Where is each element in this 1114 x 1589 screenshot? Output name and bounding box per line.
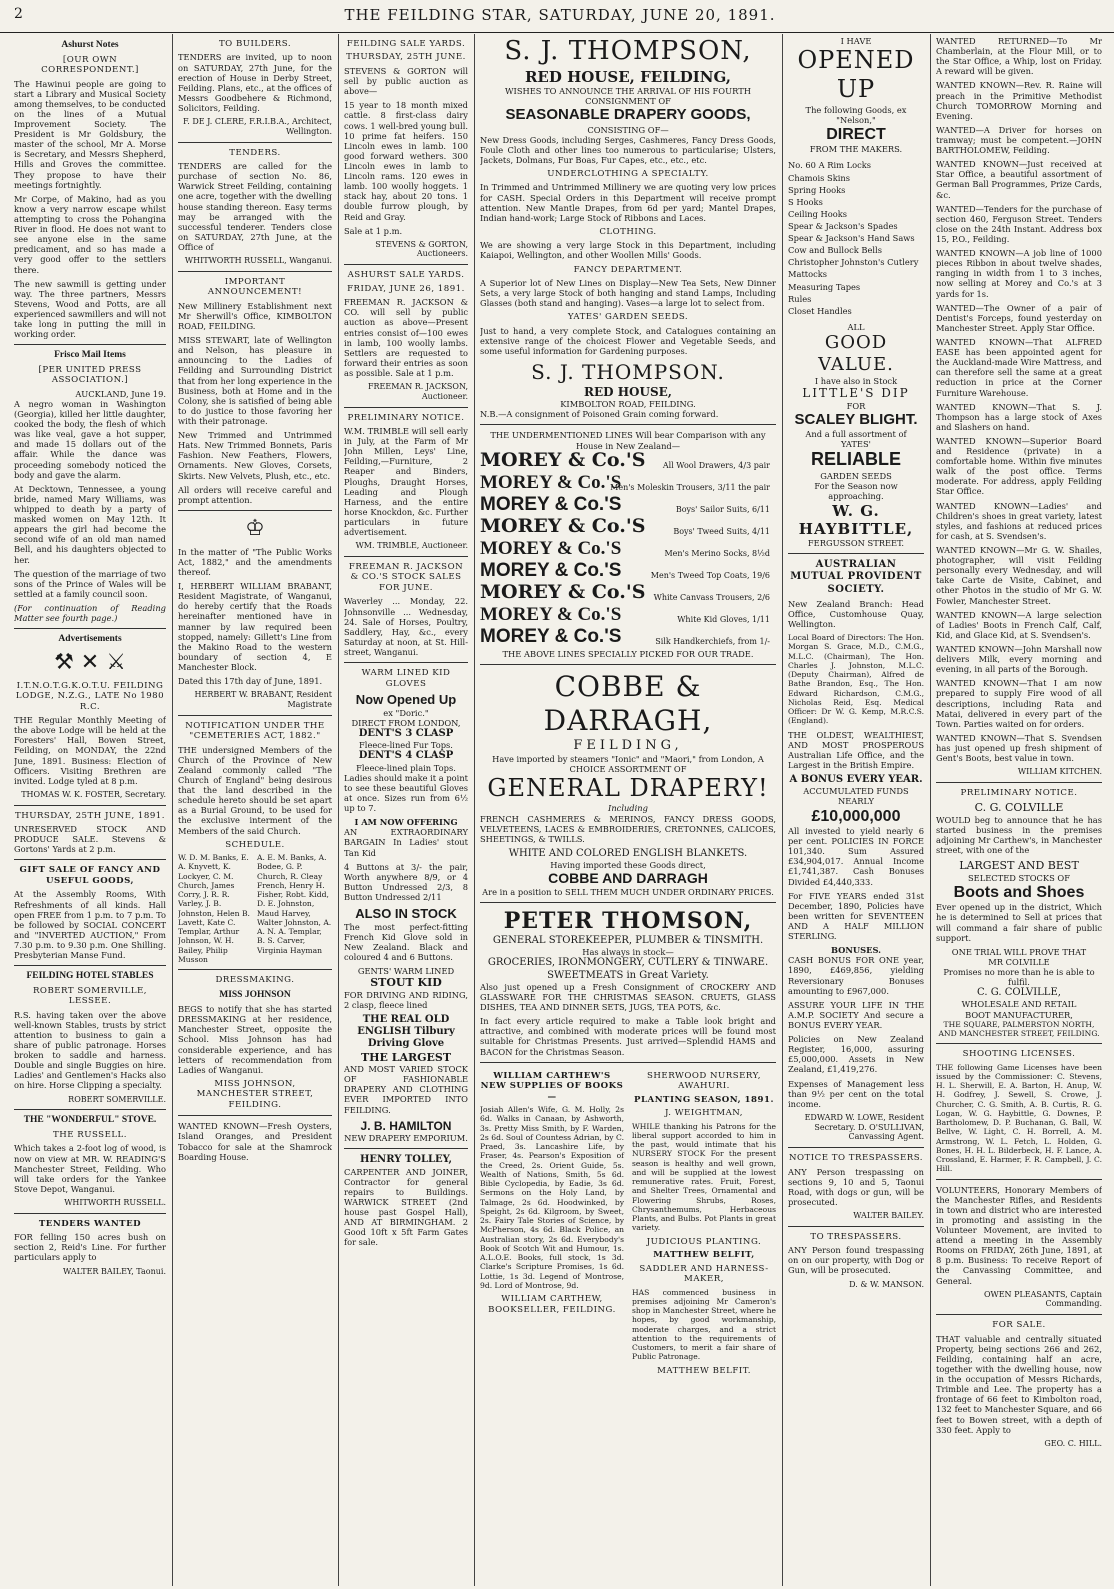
weightman-foot: JUDICIOUS PLANTING.	[646, 1236, 762, 1247]
signature: WALTER BAILEY, Taonui.	[62, 1266, 166, 1276]
good-value: GOOD VALUE.	[818, 332, 894, 375]
mr-colville: MR COLVILLE	[988, 956, 1050, 967]
hotel-owner: ROBERT SOMERVILLE, LESSEE.	[32, 985, 148, 1007]
ashurst-yards-title: ASHURST SALE YARDS.	[347, 270, 465, 281]
belfit-sub: SADDLER AND HARNESS-MAKER,	[639, 1263, 769, 1285]
peter-thomson: PETER THOMSON,	[503, 908, 753, 935]
amp-board: Local Board of Directors: The Hon. Morgan S. Grace, M.D., C.M.G., M.L.C. (Chairman), The Hon. Charles J. Johnston, M.L.C. (Deputy Chairman), Alfred de Bathe Brandon, Esq., The Hon. Edward Richardson, C.M.G., Nicholas Reid, Esq. Medical Officer: Dr W. G. Kemp, M.R.C.S. (England).	[788, 633, 924, 726]
opened-up: OPENED UP	[797, 46, 915, 104]
lodge-emblem-icon: ⚒ ✕ ⚔	[54, 649, 126, 675]
morey-line	[480, 627, 776, 649]
morey-item: Boys' Sailor Suits, 6/11	[675, 504, 770, 514]
byline: [PER UNITED PRESS ASSOCIATION.]	[38, 364, 142, 386]
ashurst-notes-title: Ashurst Notes	[61, 40, 119, 50]
masthead-title: THE FEILDING STAR, SATURDAY, JUNE 20, 1891.	[344, 6, 776, 24]
stove-body: Which takes a 2-foot log of wood, is now on view at MR. W. READING'S Manchester Street, Feilding. Who will take orders for the Yankee Stove Depot, Wanganui.	[14, 1143, 166, 1194]
signature: WHITWORTH RUSSELL, Wanganui.	[184, 256, 332, 266]
gloves-direct: DIRECT FROM LONDON,	[351, 718, 461, 729]
one-trial: ONE TRIAL WILL PROVE THAT	[951, 946, 1087, 957]
signature: HERBERT W. BRABANT, Resident Magistrate	[194, 690, 332, 709]
scaley-blight: SCALEY BLIGHT.	[794, 410, 918, 428]
signature: FREEMAN R. JACKSON, Auctioneer.	[367, 382, 468, 401]
signature: ROBERT SOMERVILLE.	[68, 1094, 166, 1104]
announcement-title: IMPORTANT ANNOUNCEMENT!	[207, 276, 303, 298]
goods-list	[788, 160, 924, 315]
amp-branch: New Zealand Branch: Head Office, Customhouse Quay, Wellington.	[788, 598, 924, 630]
morey-item: Men's Merino Socks, 8½d	[664, 548, 770, 558]
article-paragraph: At Decktown, Tennessee, a young bride, named Mary Williams, was whipped to death by a party of masked women on May 12th. It appears the girl had become the second wife of an old man named Bell, and his daughters objected to her.	[14, 483, 166, 565]
morey-item: Silk Handkerchiefs, from 1/-	[655, 636, 770, 646]
dressmaker-name: MISS JOHNSON	[219, 989, 291, 1000]
yards-date: THURSDAY, 25TH JUNE.	[346, 52, 466, 63]
largest-sub: AND MOST VARIED STOCK OF FASHIONABLE DRAPERY AND CLOTHING EVER IMPORTED INTO FEILDING.	[344, 1064, 468, 1115]
wholesale: WHOLESALE AND RETAIL	[961, 999, 1077, 1010]
wishes: WISHES TO ANNOUNCE THE ARRIVAL OF HIS FOURTH CONSIGNMENT OF	[505, 86, 751, 107]
stock-sales-title: FREEMAN R. JACKSON & CO.'S STOCK SALES FOR JUNE.	[348, 562, 464, 593]
morey-brand: MOREY & Co.'S	[480, 448, 646, 471]
dents-4-clasp: DENT'S 4 CLASP	[358, 750, 454, 762]
signature: STEVENS & GORTON, Auctioneers.	[375, 239, 468, 259]
column-rule	[930, 34, 931, 1586]
yards-time: Sale at 1 p.m.	[344, 225, 403, 236]
volunteers: VOLUNTEERS, Honorary Members of the Manchester Rifles, and Residents in town and district who are interested in promoting and assisting in the Volunteer Movement, are invited to attend a meeting in the Assembly Rooms on FRIDAY, 26th June, 1891, at 8 p.m. Business: To receive Report of the Canvassing Committee, and General.	[936, 1184, 1102, 1286]
shooting-body: THE following Game Licenses have been issued by the Commissioner: C. Stevens, H. L. Sherwill, E. A. Barton, H. Anup, W. H. Godfrey, J. Sewell, S. Crowe, J. Churcher, C. G. Smith, A. B. Curtis, R. G. Logan, W. G. Haybittle, G. Downes, P. Bartholomew, D. P. Buchanan, G. Ball, W. Bellve, W. Light, C. H. Borrell, A. M. Armstrong, W. L. Fetch, L. Holden, G. Bones, H. H. L. Bilderbeck, H. F. Lance, A. Crossland, E. Harmer, F. R. Campbell, J. C. Hill.	[936, 1062, 1102, 1174]
amp-title: AUSTRALIAN MUTUAL PROVIDENT SOCIETY.	[790, 559, 922, 595]
general-drapery: GENERAL DRAPERY!	[487, 774, 769, 803]
ashurst-yards-body: FREEMAN R. JACKSON & CO. will sell by public auction as above—Present entries consist of—100 ewes in lamb, 100 woolly lambs. Settlers are requested to forward their entries as soon as possible. Sale at 1 p.m.	[344, 297, 468, 378]
announcement-body: MISS STEWART, late of Wellington and Nelson, has pleasure in announcing to the Ladies of Feilding and Surrounding District that from her long experience in the Business, both at Home and in the Colony, she is satisfied of being able to do justice to those favoring her with their patronage.	[178, 335, 332, 427]
thompson-name: S. J. THOMPSON,	[504, 36, 752, 66]
gloves-note: Ladies should make it a point to see these beautiful Gloves at once. Sizes run from 6½ up to 7.	[344, 772, 468, 814]
masthead	[0, 0, 1114, 33]
goods-item: Spring Hooks	[788, 184, 846, 195]
amp-sig: EDWARD W. LOWE, Resident Secretary. D. O'SULLIVAN, Canvassing Agent.	[804, 1112, 924, 1142]
amp-cash: CASH BONUS FOR ONE year, 1890, £469,856, yielding Reversionary Bonuses amounting to £967,000.	[788, 955, 924, 996]
trespass2-body: ANY Person found trespassing on on our property, with Dog or Gun, will be prosecuted.	[788, 1245, 924, 1276]
for-sale-body: THAT valuable and centrally situated Property, being sections 266 and 262, Feilding, containing half an acre, together with the dwelling house, now in the occupation of Messrs Richards, Trimble and Lee. The property has a frontage of 66 feet to Kimbolton road, 132 feet to Manchester Square, and 66 feet to Bowen street, with a depth of 330 feet. Apply to	[936, 1333, 1102, 1435]
tenders-body: FOR felling 150 acres bush on section 2, Reid's Line. For further particulars apply to	[14, 1232, 166, 1263]
morey-line	[480, 580, 776, 605]
prelim-notice: PRELIMINARY NOTICE.	[960, 787, 1078, 798]
trespass2-sig: D. & W. MANSON.	[849, 1279, 924, 1289]
wanted-notice: WANTED KNOWN—That ALFRED EASE has been appointed agent for the Auckland-made Wire Mattress, and can therefore sell the same at a great reduction in price at the Corner Furniture Warehouse.	[936, 336, 1102, 398]
dents-4-sub: Fleece-lined plain Tops.	[356, 762, 456, 773]
carthew-ad	[480, 1068, 624, 1379]
amp-assure: ASSURE YOUR LIFE IN THE A.M.P. SOCIETY And secure a BONUS EVERY YEAR.	[788, 999, 924, 1030]
amp-funds-label: ACCUMULATED FUNDS NEARLY	[803, 786, 909, 807]
trespass-body: ANY Person trespassing on sections 9, 10 and 5, Taonui Road, with dogs or gun, will be prosecuted.	[788, 1166, 924, 1207]
goods-item: Christopher Johnston's Cutlery	[788, 257, 919, 268]
the-largest: THE LARGEST	[360, 1050, 452, 1064]
signature: WHITWORTH RUSSELL.	[64, 1197, 166, 1207]
direct: DIRECT	[826, 125, 886, 143]
article-paragraph: Mr Corpe, of Makino, had as you know a very narrow escape whilst attempting to cross the Pohangina River in flood. He does not want to see anyone else in the same predicament, and so has made a very good offer to the settlers there.	[14, 193, 166, 275]
yards-body: STEVENS & GORTON will sell by public auction as above—	[344, 65, 468, 97]
frisco-title: Frisco Mail Items	[54, 350, 126, 361]
boot-mfr: BOOT MANUFACTURER,	[965, 1009, 1073, 1020]
yates-body: Just to hand, a very complete Stock, and Catalogues containing an extensive range of the choicest Flower and Vegetable Seeds, and some useful information for Gardening purposes.	[480, 325, 776, 357]
tenders-wanted-title: TENDERS WANTED	[38, 1218, 142, 1229]
cobbe-town: FEILDING,	[573, 738, 683, 754]
colville-body: WOULD beg to announce that he has started business in the premises adjoining Mr Carthew's, in Manchester street, with one of the	[936, 814, 1102, 856]
builders-body: TENDERS are invited, up to noon on SATURDAY, 27th June, for the erection of House in Derby Street, Feilding. Plans, etc., at the offices of Messrs Goodbehere & Richmond, Solicitors, Feilding.	[178, 52, 332, 114]
act-date: Dated this 17th day of June, 1891.	[178, 676, 323, 687]
belfit-body: HAS commenced business in premises adjoining Mr Cameron's shop in Manchester Street, where he hopes, by good workmanship, moderate charges, and a strict attention to the requirements of Customers, to merit a fair share of Public Patronage.	[632, 1287, 776, 1362]
morey-brand: MOREY & Co.'S	[480, 514, 646, 537]
tolley: HENRY TOLLEY,	[359, 1154, 452, 1166]
wanted-notice: WANTED KNOWN—That S. J. Thompson has a large stock of Axes and Slashers on hand.	[936, 401, 1102, 432]
royal-crest-icon: ♔	[245, 515, 265, 541]
assortment: And a full assortment of	[805, 429, 907, 440]
continuation-note: (For continuation of Reading Matter see fourth page.)	[14, 603, 166, 624]
cemeteries-title: NOTIFICATION UNDER THE "CEMETERIES ACT, 1882."	[185, 720, 325, 742]
signature: F. DE J. CLERE, F.R.I.B.A., Architect, Wellington.	[182, 117, 332, 136]
column-rule	[474, 34, 475, 1586]
clothing-body: We are showing a very large Stock in this Department, including Kaiapoi, Wellington, and other Woollen Mills' Goods.	[480, 240, 776, 261]
largest-best: LARGEST AND BEST	[959, 859, 1079, 873]
sweetmeats: SWEETMEATS in Great Variety.	[547, 969, 709, 981]
morey-brand: MOREY & Co.'S	[480, 603, 622, 625]
goods-item: Chamois Skins	[788, 172, 851, 183]
trespass-title: NOTICE TO TRESPASSERS.	[788, 1153, 924, 1164]
wanted-notice: WANTED KNOWN—Fresh Oysters, Island Oranges, and President Tobacco for sale at the Shamrock Boarding House.	[178, 1121, 332, 1162]
consisting-body: New Dress Goods, including Serges, Cashmeres, Fancy Dress Goods, Foule Cloth and other lines too numerous to particularise; Ulsters, Jackets, Dolmans, Fur Boas, Fur Capes, etc., etc., etc.	[480, 134, 776, 165]
names-right: A. E. M. Banks, A. Bodee, G. P. Church, R. Cleay French, Henry H. Fisher, Robt. Kidd, D. E. Johnston, Maud Harvey, Walter Johnston, A. A. N. A. Templar, B. S. Carver, Virginia Hayman	[257, 853, 332, 955]
stock-sales-body: Waverley ... Monday, 22. Johnsonville ... Wednesday, 24. Sale of Horses, Poultry, Saddlery, Hay, &c., every Saturday at noon, at St. Hill-street, Wanganui.	[344, 596, 468, 657]
dressmaking-sig: MISS JOHNSON, MANCHESTER STREET, FEILDING.	[196, 1078, 314, 1110]
gift-sale-title: GIFT SALE OF FANCY AND USEFUL GOODS,	[19, 865, 161, 886]
article-paragraph: A negro woman in Washington (Georgia), killed her little daughter, cooked the body, the flesh of which was like veal, gave a hot supper, and made 15 dollars out of the affair. While the dance was proceeding somebody noticed the body and gave the alarm.	[14, 398, 166, 480]
morey-line	[480, 448, 776, 473]
for-sale-title: FOR SALE.	[992, 1320, 1046, 1331]
morey-item: All Wool Drawers, 4/3 pair	[662, 460, 770, 470]
blankets: WHITE AND COLORED ENGLISH BLANKETS.	[508, 847, 748, 859]
belfit-sig: MATTHEW BELFIT.	[657, 1365, 751, 1376]
consisting: CONSISTING OF—	[587, 124, 669, 135]
announcement-list: New Trimmed and Untrimmed Hats. New Trimmed Bonnets, Paris Fashion. New Feathers, Flowers, Ornaments. New Gloves, Corsets, Skirts. New Velvets, Plush, etc., etc.	[178, 430, 332, 481]
goods-item: Closet Handles	[788, 305, 852, 316]
amp-bonus: A BONUS EVERY YEAR.	[789, 774, 923, 786]
wanted-notice: WANTED KNOWN—Mr G. W. Shailes, photographer, will visit Feilding personally every Wednesday, and will take Carte de Visite, Cabinet, and other Photos in the studio of Mr G. W. Fowler, Manchester Street.	[936, 545, 1102, 606]
nursery-ad	[632, 1068, 776, 1379]
goods-item: S Hooks	[788, 196, 823, 207]
schedule-title: SCHEDULE.	[225, 839, 285, 850]
lodge-title: I.T.N.O.T.G.K.O.T.U. FEILDING LODGE, N.Z.G., LATE No 1980 R.C.	[15, 680, 165, 712]
amp-oldest: THE OLDEST, WEALTHIEST, AND MOST PROSPEROUS Australian Life Office, and the Largest in the British Empire.	[788, 729, 924, 770]
for: FOR	[846, 400, 866, 411]
tilbury: THE REAL OLD ENGLISH Tilbury Driving Glove	[357, 1014, 455, 1050]
lodge-body: THE Regular Monthly Meeting of the above Lodge will be held at the Foresters' Hall, Bowen Street, Feilding, on MONDAY, the 22nd June, 1891. Business: Election of Officers. Visiting Brethren are invited. Lodge tyled at 8 p.m.	[14, 715, 166, 786]
morey-line	[480, 495, 776, 517]
article-paragraph: The Hawinui people are going to start a Library and Musical Society among themselves, to be conducted on the lines of a Mutual Improvement Society. The President is Mr Goldsbury, the master of the school, Mr A. Morse is Secretary, and Messrs Shepherd, Hills and Groves the committee. They propose to have their meetings fortnightly.	[14, 78, 166, 190]
goods-item: Mattocks	[788, 269, 828, 280]
wanted-notice: WANTED—The Owner of a pair of Dentist's Forceps, found yesterday on Manchester Street. Apply Star Office.	[936, 302, 1102, 333]
gents-gloves: GENTS' WARM LINED	[357, 966, 455, 977]
amp-expenses: Expenses of Management less than 9½ per cent on the total income.	[788, 1078, 924, 1109]
goods-item: Spear & Jackson's Spades	[788, 221, 898, 232]
all: ALL	[847, 321, 865, 332]
advertisements-title: Advertisements	[58, 634, 122, 645]
bottom-ads	[480, 1068, 776, 1379]
sherwood: SHERWOOD NURSERY, AWAHURI.	[647, 1070, 761, 1092]
morey-item: Men's Moleskin Trousers, 3/11 the pair	[610, 482, 770, 492]
colville-name-2: C. G. COLVILLE,	[977, 987, 1061, 999]
morey-brand: MOREY & Co.'S	[480, 625, 622, 647]
including-body: FRENCH CASHMERES & MERINOS, FANCY DRESS GOODS, VELVETEENS, LACES & EMBROIDERIES, CRETONNES, CALICOES, SHEETINGS, & TWILLS.	[480, 813, 776, 844]
morey-item: Men's Tweed Top Coats, 19/6	[650, 570, 770, 580]
thompson-name-2: S. J. THOMPSON.	[531, 360, 725, 385]
article-paragraph: The new sawmill is getting under way. The three partners, Messrs Stevens, Wood and Potts, are all experienced sawmillers and will not take long in putting the mill in working order.	[14, 278, 166, 340]
dents-3-clasp: DENT'S 3 CLASP	[358, 728, 454, 740]
column-1	[14, 36, 166, 1584]
wanted-notice: WANTED KNOWN—Ladies' and Children's shoes in great variety, latest styles, and fashions at reduced prices for cash, at S. Svendsen's.	[936, 500, 1102, 541]
littles-dip: LITTLE'S DIP	[802, 386, 910, 401]
goods-item: Rules	[788, 293, 812, 304]
yards-title: FEILDING SALE YARDS.	[346, 39, 466, 49]
morey-line	[480, 473, 776, 495]
dressmaking-body: BEGS to notify that she has started DRESSMAKING at her residence, Manchester Street, opposite the School. Miss Johnson has had considerable experience, and has letters of recommendation from Ladies of Wanganui.	[178, 1004, 332, 1075]
planting: PLANTING SEASON, 1891.	[634, 1094, 774, 1105]
morey-brand: MOREY & Co.'S	[480, 559, 622, 581]
morey-brand: MOREY & Co.'S	[480, 471, 622, 493]
ashurst-yards-date: FRIDAY, JUNE 26, 1891.	[347, 283, 465, 294]
morey-brand: MOREY & Co.'S	[480, 580, 646, 603]
carthew-title: WILLIAM CARTHEW'S NEW SUPPLIES OF BOOKS—	[480, 1070, 624, 1102]
red-house: RED HOUSE, FEILDING,	[524, 67, 732, 86]
gift-sale-body: At the Assembly Rooms, With Refreshments of all kinds. Hall open FREE from 1 p.m. to 7 p.m. To be followed by SOCIAL CONCERT and "INVERTED AUCTION," From 7.30 p.m. to 9.30 p.m. One Shilling. Presbyterian Manse Fund.	[14, 889, 166, 961]
morey-brand: MOREY & Co.'S	[480, 537, 622, 559]
morey-item: White Kid Gloves, 1/11	[677, 614, 770, 624]
from-makers: FROM THE MAKERS.	[809, 144, 903, 155]
fancy-body: A Superior lot of New Lines on Display—New Tea Sets, New Dinner Sets, a very large Stock of both hanging and stand Lamps, Including Glasses (both stand and hanging). Vases—a large lot to select from.	[480, 278, 776, 309]
wanted-notice: WANTED KNOWN—A job line of 1000 pieces Ribbon in about twelve shades, ranging in width from 1 to 3 inches, now selling at Morey and Co.'s at 3 yards for 1s.	[936, 248, 1102, 299]
underclothing-body: In Trimmed and Untrimmed Millinery we are quoting very low prices for CASH. Special Orders in this Department will receive prompt attention. New Mantle Drapes, from 6d per yard; Mantel Drapes, Indian hand-work; Large Stock of Ribbons and Laces.	[480, 182, 776, 223]
cobbe-2: COBBE AND DARRAGH	[548, 870, 708, 887]
cobbe-imported: Have imported by steamers "Ionic" and "Maori," from London, A CHOICE ASSORTMENT OF	[492, 753, 764, 775]
tenders-title: TENDERS.	[229, 147, 281, 158]
hotel-body: R.S. having taken over the above well-known Stables, trusts by strict attention to business to gain a share of public patronage. Horses broken to saddle and harness. Double and single Buggies on hire. Ladies' and Gentlemen's Hacks also on hire. Horse Clipping a specialty.	[14, 1009, 166, 1091]
morey-line	[480, 514, 776, 539]
column-rule	[338, 34, 339, 1586]
yates: YATES'	[841, 439, 871, 450]
dateline: AUCKLAND, June 19.	[75, 388, 166, 399]
colville-name: C. G. COLVILLE	[974, 801, 1064, 815]
also-body: The most perfect-fitting French Kid Glove sold in New Zealand. Black and coloured 4 and 6 Buttons.	[344, 921, 468, 963]
goods-item: Ceiling Hooks	[788, 208, 848, 219]
dents-3-sub: Fleece-lined Fur Tops.	[359, 740, 453, 751]
gloves-title: WARM LINED KID GLOVES	[361, 668, 451, 689]
morey-foot: THE ABOVE LINES SPECIALLY PICKED FOR OUR TRADE.	[502, 648, 754, 659]
names-left: W. D. M. Banks, E. A. Knyvett, K. Lockyer, C. M. Church, James Corry, J. R. R. Varley, J. B. Johnston, Helen B. Lavett, Kate C. Templar, Arthur Johnson, W. H. Bailey, Philip Musson	[178, 853, 250, 964]
byline: [OUR OWN CORRESPONDENT.]	[41, 54, 139, 76]
column-rule	[172, 34, 173, 1586]
wanted-notice: WANTED KNOWN—That I am now prepared to supply Fire wood of all descriptions, including Rata and Matai, delivered in every part of the Town. Parties waited on for orders.	[936, 678, 1102, 729]
also-stock: I have also in Stock	[814, 375, 898, 386]
owen-sig: OWEN PLEASANTS, Captain Commanding.	[983, 1289, 1102, 1309]
stout-kid: STOUT KID	[370, 976, 442, 990]
article-paragraph: The question of the marriage of two sons of the Prince of Wales will be settled at a family council soon.	[14, 568, 166, 599]
goods-item: Cow and Bullock Bells	[788, 245, 882, 256]
morey-brand: MOREY & Co.'S	[480, 493, 622, 515]
dressmaking-title: DRESSMAKING.	[215, 975, 295, 986]
goods-item: Spear & Jackson's Hand Saws	[788, 233, 915, 244]
belfit: MATTHEW BELFIT,	[653, 1250, 755, 1261]
stout-sub: FOR DRIVING AND RIDING, 2 clasp, fleece lined	[344, 989, 468, 1010]
peter-has: Has always in stock—	[582, 947, 674, 958]
amp-stats: All invested to yield nearly 6 per cent. POLICIES IN FORCE 101,340. Sum Assured £34,904,017. Annual Income £1,741,387. Cash Bonuses Divided £4,440,333.	[788, 826, 924, 887]
wanted-notice: WANTED RETURNED—To Mr Chamberlain, at the Flour Mill, or to the Star Office, a Whip, lost on Friday. A reward will be given.	[936, 36, 1102, 77]
morey-item: Boys' Tweed Suits, 4/11	[673, 526, 770, 536]
buttons: 4 Buttons at 3/- the pair, Worth anywhere 8/9, or 4 Button Undressed 2/3, 8 Button Undressed 2/11	[344, 861, 468, 902]
column-4	[480, 36, 776, 1584]
i-have: I HAVE	[840, 36, 872, 46]
fergusson: FERGUSSON STREET.	[807, 538, 905, 549]
seasonable: SEASONABLE DRAPERY GOODS,	[505, 106, 751, 124]
the-square: THE SQUARE, PALMERSTON NORTH, AND MANCHESTER STREET, FEILDING.	[938, 1019, 1100, 1038]
undermentioned: THE UNDERMENTIONED LINES Will bear Comparison with any House in New Zealand—	[490, 430, 766, 451]
amp-funds: £10,000,000	[811, 807, 901, 825]
reliable: RELIABLE	[811, 449, 901, 470]
sale-body: UNRESERVED STOCK AND PRODUCE SALE. Stevens & Gortons' Yards at 2 p.m.	[14, 824, 166, 855]
also-in-stock: ALSO IN STOCK	[355, 906, 457, 922]
now-opened: Now Opened Up	[355, 692, 457, 708]
page-number: 2	[14, 6, 24, 22]
signature: WM. TRIMBLE, Auctioneer.	[355, 541, 468, 551]
cobbe-2-sub: Are in a position to SELL THEM MUCH UNDER ORDINARY PRICES.	[482, 887, 774, 898]
morey-line	[480, 539, 776, 561]
signature: THOMAS W. K. FOSTER, Secretary.	[21, 789, 166, 799]
amp-policies: Policies on New Zealand Register, 16,000, assuring £5,000,000. Assets in New Zealand, £1,419,276.	[788, 1034, 924, 1075]
season: For the Season now approaching.	[814, 481, 898, 502]
fancy: FANCY DEPARTMENT.	[573, 264, 683, 275]
hill-sig: GEO. C. HILL.	[1044, 1438, 1102, 1448]
having: Having imported these Goods direct,	[550, 860, 706, 871]
trespass2-title: TO TRESPASSERS.	[810, 1231, 902, 1242]
builders-title: TO BUILDERS.	[218, 39, 292, 49]
yates-seeds: YATES' GARDEN SEEDS.	[567, 312, 689, 323]
shooting-title: SHOOTING LICENSES.	[962, 1049, 1076, 1060]
trespass-sig: WALTER BAILEY.	[853, 1211, 924, 1221]
stove-title: THE "WONDERFUL" STOVE.	[23, 1115, 157, 1126]
kimbolton: KIMBOLTON ROAD, FEILDING.	[560, 399, 696, 410]
tenders-body: TENDERS are called for the purchase of section No. 86, Warwick Street Feilding, containing one acre, together with the dwelling house standing thereon. Easy terms may be arranged with the successful tenderer. Tenders close on SATURDAY, 27th June, at the Office of	[178, 161, 332, 252]
wanted-notice: WANTED—A Driver for horses on tramway; must be competent.—JOHN BARTHOLOMEW, Feilding.	[936, 124, 1102, 156]
wanted-notice: WANTED KNOWN—John Marshall now delivers Milk, every morning and evening, in all parts of the Borough.	[936, 644, 1102, 675]
wanted-notice: WANTED KNOWN—Just received at Star Office, a beautiful assortment of German Ball Programmes, Prize Cards, &c.	[936, 159, 1102, 200]
peter-body: In fact every article required to make a Table look bright and attractive, and combined with moderate prices will be found most suitable for Christmas Presents. Just arrived—Splendid HAMS and BACON for the Christmas Season.	[480, 1016, 776, 1057]
including: Including	[608, 803, 648, 814]
following: The following Goods, ex "Nelson,"	[805, 104, 907, 125]
morey-list	[480, 448, 776, 649]
announcement-foot: All orders will receive careful and prompt attention.	[178, 484, 332, 505]
boots-shoes: Boots and Shoes	[953, 883, 1085, 901]
wanted-notice: WANTED KNOWN—Rev. R. Raine will preach in the Primitive Methodist Church TOMORROW Morning and Evening.	[936, 80, 1102, 121]
hamilton: J. B. HAMILTON	[360, 1118, 452, 1133]
goods-item: Measuring Tapes	[788, 281, 861, 292]
column-3	[344, 36, 468, 1584]
crockery: Also just opened up a Fresh Consignment of CROCKERY AND GLASSWARE FOR THE CHRISTMAS SEASON. CRUETS, GLASS DISHES, TEA AND DINNER SETS, JUGS, TEA POTS, &c.	[480, 981, 776, 1013]
cemetery-names	[178, 853, 332, 964]
column-rule	[782, 34, 783, 1586]
carthew-sig: WILLIAM CARTHEW, BOOKSELLER, FEILDING.	[488, 1294, 616, 1315]
wanted-list	[936, 36, 1102, 763]
column-5	[788, 36, 924, 1584]
goods-item: No. 60 A Rim Locks	[788, 160, 872, 171]
stove-subtitle: THE RUSSELL.	[53, 1129, 127, 1140]
act-title: In the matter of "The Public Works Act, 1882," and the amendments thereof.	[178, 546, 332, 577]
gloves-ex: ex "Doric."	[383, 707, 429, 718]
morey-line	[480, 561, 776, 583]
weightman-body: WHILE thanking his Patrons for the liberal support accorded to him in the past, would intimate that his NURSERY STOCK For the present season is healthy and well grown, and will be supplied at the lowest remunerative rates. Fruit, Forest, and Shelter Trees, Ornamental and Flowering Shrubs, Roses, Chrysanthemums, Herbaceous Plants, and Bulbs. Pot Plants in great variety.	[632, 1121, 776, 1233]
cobbe-name: COBBE & DARRAGH,	[543, 669, 713, 737]
wanted-notice: WANTED—Tenders for the purchase of section 460, Ferguson Street. Tenders close on the 24th Instant. Address box 15, P.O., Feilding.	[936, 203, 1102, 244]
clothing: CLOTHING.	[599, 226, 657, 237]
amp-five-years: For FIVE YEARS ended 31st December, 1890, Policies have been written for SEVENTEEN AND A HALF MILLION STERLING.	[788, 890, 924, 942]
prelim-body: W.M. TRIMBLE will sell early in July, at the Farm of Mr John Millen, Leys' Line, Feilding,—Furniture, 2 Reaper and Binders, Ploughs, Draught Horses, Leading and Plough Harness, and the entire horse Knockdon, &c. Further particulars in future advertisement.	[344, 426, 468, 538]
kitchen-sig: WILLIAM KITCHEN.	[1017, 767, 1102, 777]
prelim-title: PRELIMINARY NOTICE.	[347, 412, 465, 423]
selected-stocks: SELECTED STOCKS OF	[968, 872, 1070, 883]
red-house-2: RED HOUSE,	[584, 384, 672, 399]
garden-seeds: GARDEN SEEDS	[820, 471, 892, 482]
wanted-notice: WANTED KNOWN—Superior Board and Residence (private) in a comfortable home. Within five minutes walk of the post office. Terms moderate. For address, apply Feilding Star Office.	[936, 435, 1102, 497]
boots-body: Ever opened up in the district, Which he is determined to Sell at prices that will command a fair share of public support.	[936, 902, 1102, 943]
peter-sub: GENERAL STOREKEEPER, PLUMBER & TINSMITH.	[492, 935, 764, 947]
weightman: J. WEIGHTMAN,	[664, 1108, 744, 1119]
yards-list: 15 year to 18 month mixed cattle. 8 first-class dairy cows. 1 well-bred young bull. 10 prime fat heifers. 150 Lincoln ewes in lamb. 100 good forward wethers. 300 Lincoln ewes in lamb to Lincoln rams. 120 ewes in lamb. 100 woolly hoggets. 1 stack hay, about 20 tons. 1 double furrow plough, by Reid and Gray.	[344, 100, 468, 222]
column-6	[936, 36, 1102, 1584]
nb-note: N.B.—A consignment of Poisoned Grain coming forward.	[480, 409, 719, 420]
cemeteries-body: THE undersigned Members of the Church of the Province of New Zealand commonly called "The Church of England" being desirous that the land described in the schedule hereto should be set apart as a Burial Ground, to be used for the exclusive interment of the Members of the said Church.	[178, 744, 332, 836]
tolley-sub: CARPENTER AND JOINER, Contractor for general repairs to Buildings. WARWICK STREET (2nd house past Gospel Hall), AND AT BIRMINGHAM. 2 Good 10ft x 5ft Farm Gates for sale.	[344, 1166, 468, 1248]
haybittle: W. G. HAYBITTLE,	[798, 501, 914, 538]
underclothing: UNDERCLOTHING A SPECIALTY.	[547, 168, 709, 179]
wanted-notice: WANTED KNOWN—A large selection of Ladies' Boots in French Calf, Calf, Kid, and Glace Kid, at S. Svendsen's.	[936, 609, 1102, 640]
act-body: I, HERBERT WILLIAM BRABANT, Resident Magistrate, of Wanganui, do hereby certify that the Roads hereinafter mentioned have in manner by law required been stopped, namely: Gillett's Line from the Makino Road to the western boundary of section 4, E Manchester Block.	[178, 581, 332, 672]
amp-bonuses: BONUSES.	[830, 945, 882, 956]
bargain: AN EXTRAORDINARY BARGAIN In Ladies' stout Tan Kid	[344, 827, 468, 858]
announcement-sub: New Millinery Establishment next Mr Sherwill's Office, KIMBOLTON ROAD, FEILDING.	[178, 300, 332, 332]
hotel-stables-title: FEILDING HOTEL STABLES	[26, 971, 154, 982]
wanted-notice: WANTED KNOWN—That S. Svendsen has just opened up fresh shipment of Gent's Boots, best value in town.	[936, 732, 1102, 764]
column-2	[178, 36, 332, 1584]
groceries: GROCERIES, IRONMONGERY, CUTLERY & TINWARE.	[487, 957, 769, 969]
carthew-list: Josiah Allen's Wife, G. M. Holly, 2s 6d. Walks in Canaan, by Ashworth, 3s. Pretty Miss Smith, by F. Warden, 2s 6d. Soul of Countess Adrian, by C. Praed, 3s. Lancashire Life, by Fraser, 4s. Pearson's Exposition of the Creed, 2s. Orient Guide, 5s. Wealth of Nations, Smith, 5s 6d. Bible Cyclopedia, by Eadie, 3s 6d. Sermons on the Holy Land, by Talmage, 2s 6d. Hoodwinked, by Speight, 2s 6d. Kilgroom, by Sweet, 2s. Fairy Tale Stories of Science, by McPherson, 4s 6d. Black Police, an Australian story, 2s 6d. Everybody's Book of Scotch Wit and Humour, 1s. A.L.O.E. Books, full stock, 1s 3d. Clarke's Scripture Promises, 1s 6d. Lottie, 1s 3d. Legend of Montrose, 9d. Lord of Montrose, 9d.	[480, 1105, 624, 1290]
morey-line	[480, 605, 776, 627]
morey-item: White Canvass Trousers, 2/6	[653, 592, 770, 602]
promises: Promises no more than he is able to fulfil.	[943, 966, 1095, 988]
offering: I AM NOW OFFERING	[354, 817, 458, 828]
sale-date: THURSDAY, 25TH JUNE, 1891.	[14, 810, 166, 821]
hamilton-sub: NEW DRAPERY EMPORIUM.	[344, 1133, 468, 1144]
